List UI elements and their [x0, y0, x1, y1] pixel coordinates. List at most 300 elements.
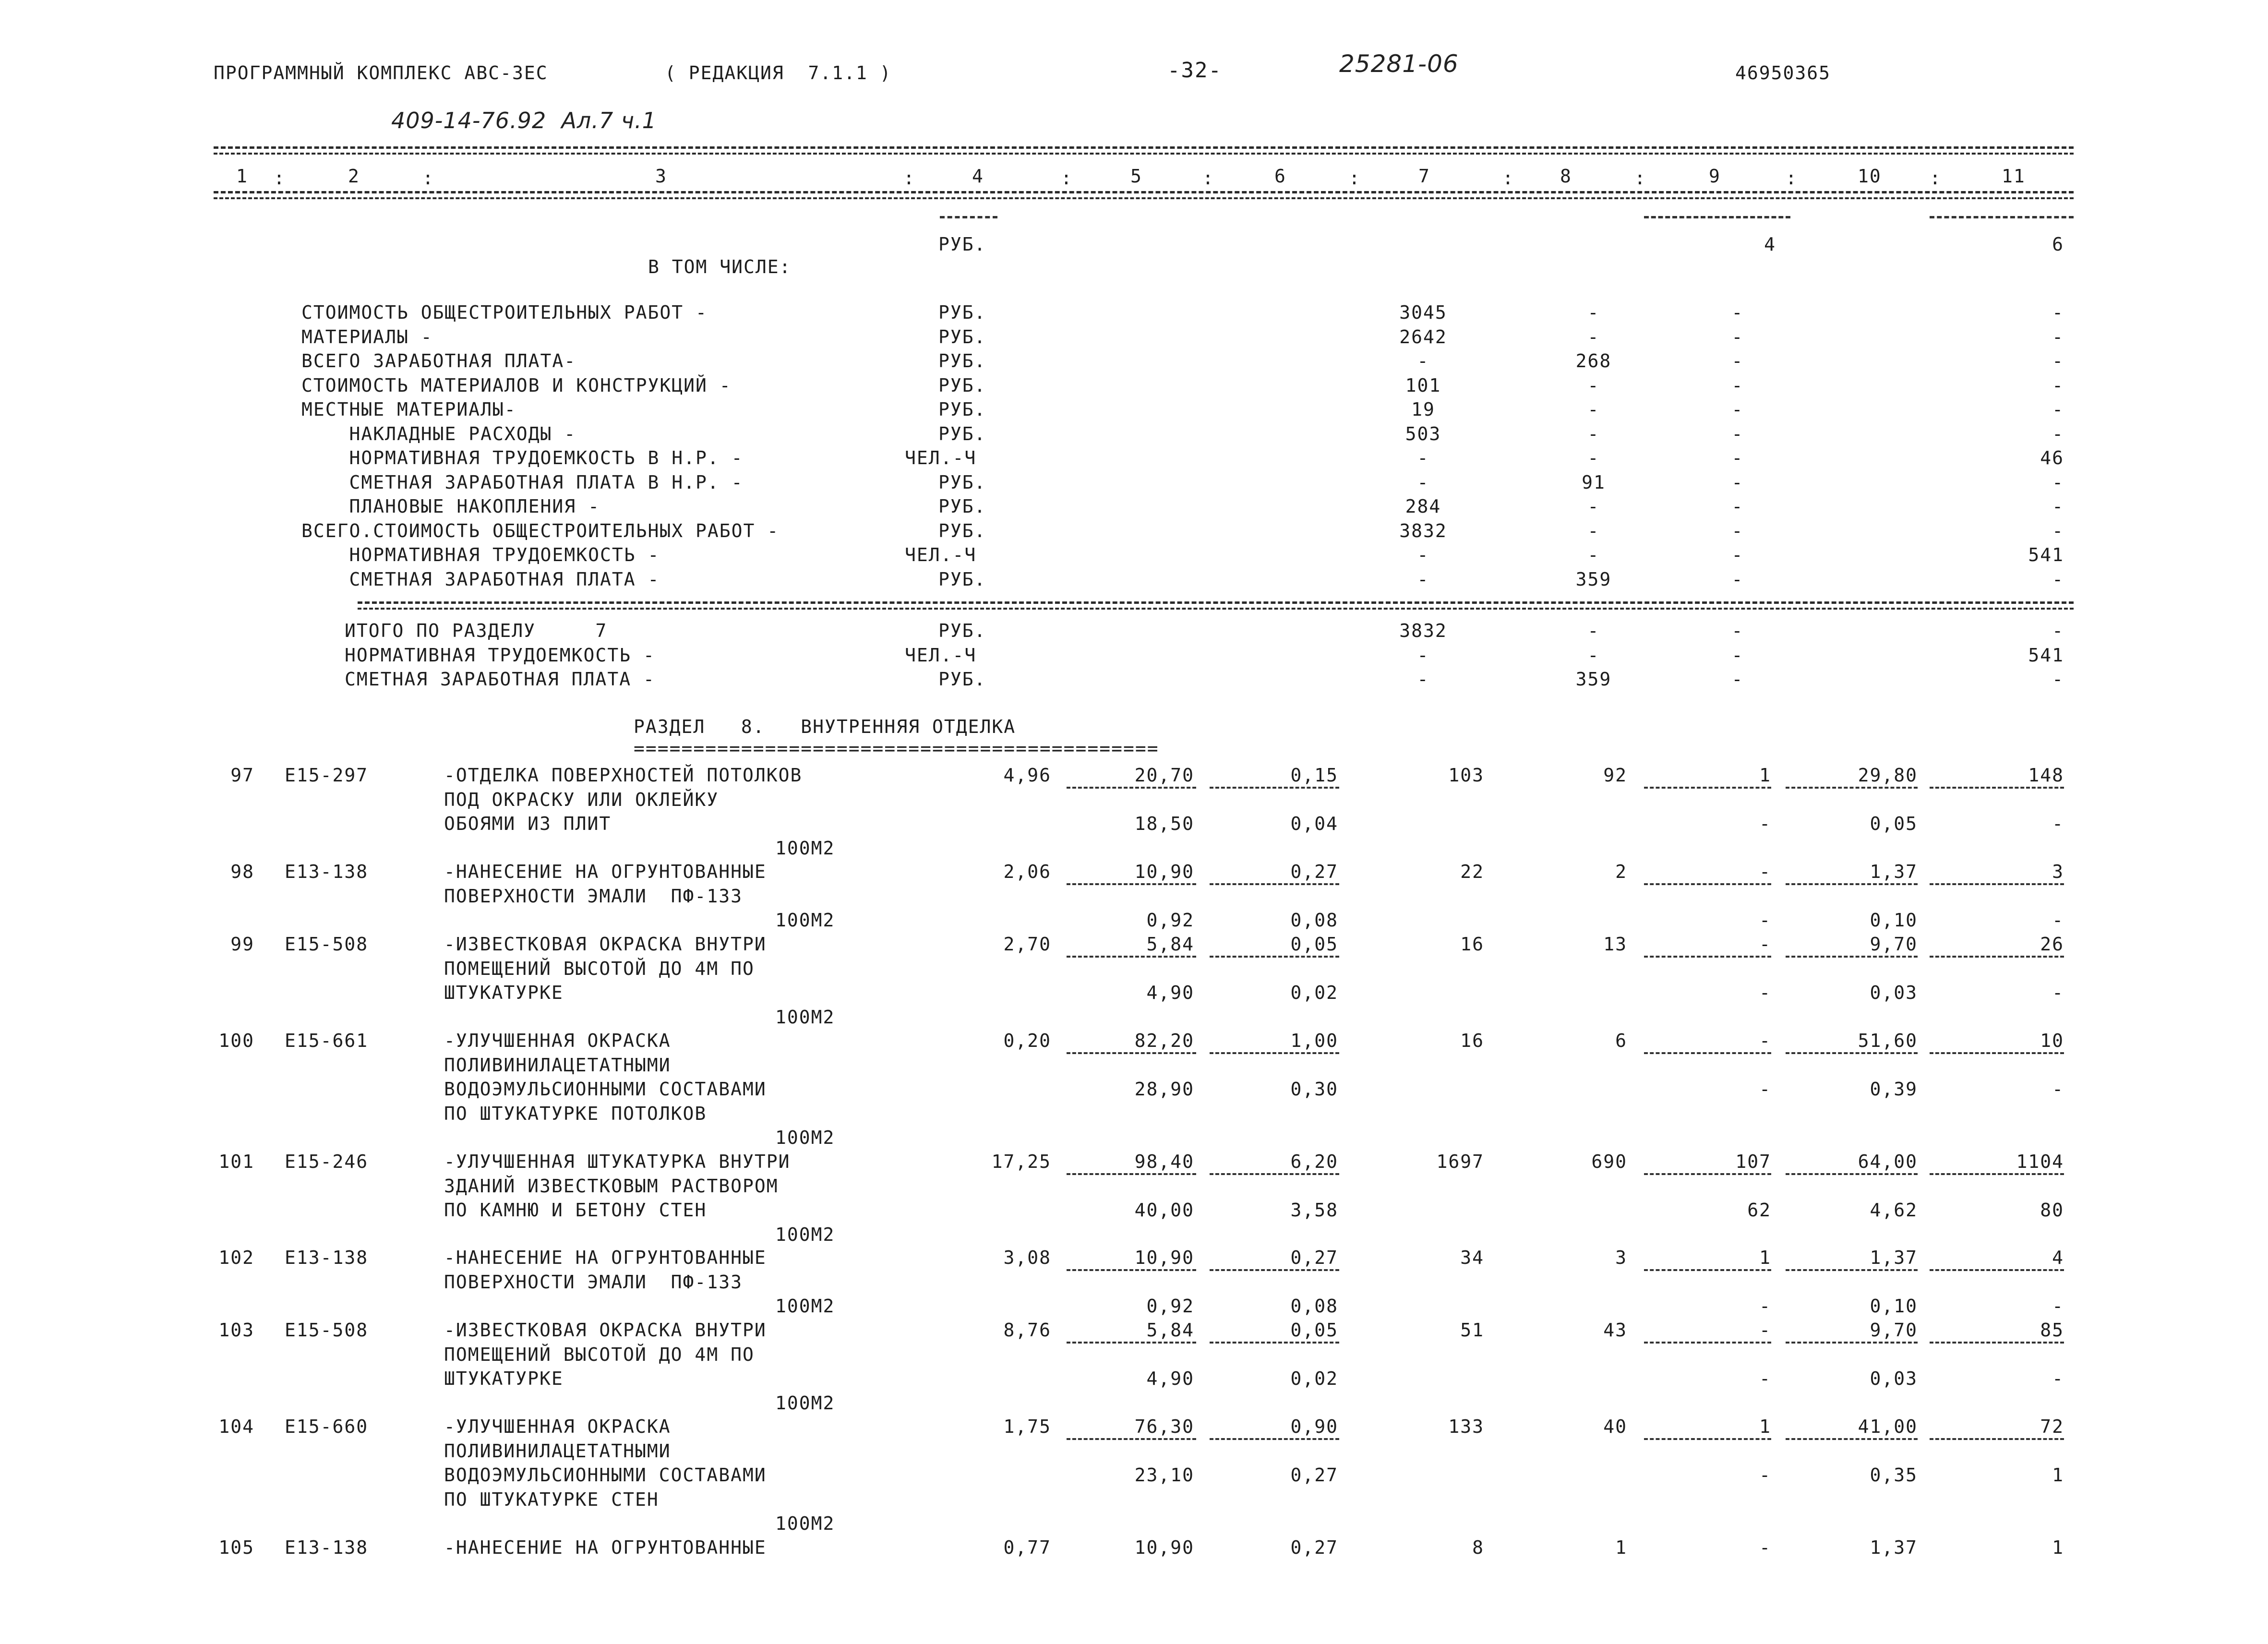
- dash-mark: [940, 216, 997, 218]
- item-c6: 1,00: [1290, 1030, 1338, 1051]
- dash-mark: [1644, 1269, 1771, 1271]
- summary-col8: -: [1587, 496, 1600, 517]
- summary-col7: -: [1417, 568, 1429, 590]
- item-c9-secondary: -: [1759, 1368, 1771, 1389]
- item-c9-secondary: 62: [1747, 1200, 1771, 1221]
- item-c5: 76,30: [1134, 1416, 1194, 1437]
- column-separator: :: [1930, 168, 1942, 189]
- item-number: 101: [218, 1151, 254, 1172]
- summary-label: МАТЕРИАЛЫ -: [301, 326, 433, 348]
- item-c11-secondary: 1: [2052, 1464, 2064, 1486]
- including-label: В ТОМ ЧИСЛЕ:: [648, 256, 792, 277]
- item-code: Е13-138: [285, 1247, 369, 1268]
- item-description: -НАНЕСЕНИЕ НА ОГРУНТОВАННЫЕ: [444, 861, 767, 882]
- item-c6: 0,05: [1290, 934, 1338, 955]
- item-description: ПОД ОКРАСКУ ИЛИ ОКЛЕЙКУ: [444, 789, 719, 810]
- summary-col9: -: [1731, 520, 1744, 541]
- summary-unit: РУБ.: [938, 374, 986, 396]
- item-c5-secondary: 40,00: [1134, 1200, 1194, 1221]
- summary-col8: 359: [1575, 568, 1612, 590]
- dash-mark: [1644, 1173, 1771, 1175]
- summary-unit: РУБ.: [938, 326, 986, 348]
- total-col11: 541: [2028, 644, 2064, 666]
- item-description: ШТУКАТУРКЕ: [444, 1368, 564, 1389]
- item-c11-secondary: 80: [2040, 1200, 2064, 1221]
- item-c7: 8: [1472, 1537, 1484, 1558]
- section-title: РАЗДЕЛ 8. ВНУТРЕННЯЯ ОТДЕЛКА: [634, 716, 1016, 737]
- summary-col9: -: [1731, 374, 1744, 396]
- item-c6: 0,27: [1290, 861, 1338, 882]
- dash-mark: [1644, 787, 1771, 789]
- item-code: Е13-138: [285, 1537, 369, 1558]
- item-c6-secondary: 0,02: [1290, 1368, 1338, 1389]
- total-col9: -: [1731, 669, 1744, 690]
- summary-top-col9: 4: [1764, 234, 1776, 255]
- summary-top-unit: РУБ.: [938, 234, 986, 255]
- dash-mark: [1930, 216, 2074, 218]
- summary-col9: -: [1731, 447, 1744, 468]
- item-number: 102: [218, 1247, 254, 1268]
- header-bottom-rule: [214, 191, 2074, 193]
- summary-col7: -: [1417, 350, 1429, 372]
- item-c9: -: [1759, 934, 1771, 955]
- item-c10-secondary: 0,10: [1870, 1296, 1918, 1317]
- item-c10-secondary: 0,03: [1870, 1368, 1918, 1389]
- item-c11: 1104: [2016, 1151, 2064, 1172]
- item-c7: 51: [1460, 1320, 1484, 1341]
- summary-col11: 541: [2028, 544, 2064, 565]
- item-c7: 16: [1460, 1030, 1484, 1051]
- item-c6-secondary: 0,27: [1290, 1464, 1338, 1486]
- item-c6: 0,90: [1290, 1416, 1338, 1437]
- item-c5: 98,40: [1134, 1151, 1194, 1172]
- item-c11: 4: [2052, 1247, 2064, 1268]
- dash-mark: [1930, 1342, 2064, 1344]
- summary-col8: -: [1587, 447, 1600, 468]
- item-c7: 16: [1460, 934, 1484, 955]
- column-separator: :: [274, 168, 286, 189]
- header-top-rule: [214, 146, 2074, 149]
- summary-unit: ЧЕЛ.-Ч: [905, 544, 977, 565]
- summary-col9: -: [1731, 350, 1744, 372]
- item-description: -ОТДЕЛКА ПОВЕРХНОСТЕЙ ПОТОЛКОВ: [444, 765, 803, 786]
- item-number: 104: [218, 1416, 254, 1437]
- document-number: 46950365: [1735, 62, 1831, 84]
- item-c5: 10,90: [1134, 1537, 1194, 1558]
- item-number: 97: [230, 765, 254, 786]
- summary-label: НОРМАТИВНАЯ ТРУДОЕМКОСТЬ В Н.Р. -: [301, 447, 744, 468]
- item-quantity: 0,77: [1003, 1537, 1051, 1558]
- summary-unit: ЧЕЛ.-Ч: [905, 447, 977, 468]
- dash-mark: [1930, 787, 2064, 789]
- dash-mark: [1067, 883, 1196, 885]
- item-c6-secondary: 0,30: [1290, 1079, 1338, 1100]
- column-header-10: 10: [1858, 166, 1882, 187]
- item-c10: 41,00: [1858, 1416, 1918, 1437]
- item-code: Е13-138: [285, 861, 369, 882]
- summary-label: СМЕТНАЯ ЗАРАБОТНАЯ ПЛАТА -: [301, 568, 660, 590]
- dash-mark: [1210, 1342, 1339, 1344]
- item-description: -НАНЕСЕНИЕ НА ОГРУНТОВАННЫЕ: [444, 1537, 767, 1558]
- dash-mark: [1210, 1052, 1339, 1054]
- dash-mark: [1067, 1173, 1196, 1175]
- summary-col9: -: [1731, 326, 1744, 348]
- dash-mark: [1067, 787, 1196, 789]
- column-header-7: 7: [1418, 166, 1430, 187]
- total-unit: ЧЕЛ.-Ч: [905, 644, 977, 666]
- item-c9: -: [1759, 1537, 1771, 1558]
- summary-col11: -: [2052, 423, 2064, 444]
- item-c9-secondary: -: [1759, 1079, 1771, 1100]
- summary-col11: -: [2052, 471, 2064, 493]
- summary-label: СТОИМОСТЬ ОБЩЕСТРОИТЕЛЬНЫХ РАБОТ -: [301, 302, 708, 323]
- item-quantity: 17,25: [991, 1151, 1051, 1172]
- total-label: ИТОГО ПО РАЗДЕЛУ 7: [345, 620, 608, 641]
- item-c8: 690: [1591, 1151, 1627, 1172]
- summary-unit: РУБ.: [938, 350, 986, 372]
- item-c11: 3: [2052, 861, 2064, 882]
- item-c8: 92: [1603, 765, 1627, 786]
- summary-col11: -: [2052, 326, 2064, 348]
- column-separator: :: [1061, 168, 1073, 189]
- item-unit: 100М2: [775, 1006, 835, 1028]
- item-c6: 0,27: [1290, 1247, 1338, 1268]
- summary-top-col11: 6: [2052, 234, 2064, 255]
- item-c9: -: [1759, 1030, 1771, 1051]
- column-header-11: 11: [2002, 166, 2026, 187]
- dash-mark: [1067, 1342, 1196, 1344]
- item-c10: 9,70: [1870, 934, 1918, 955]
- dash-mark: [1930, 1173, 2064, 1175]
- item-c5-secondary: 4,90: [1146, 1368, 1194, 1389]
- item-code: Е15-508: [285, 934, 369, 955]
- dash-mark: [1210, 1173, 1339, 1175]
- item-c6-secondary: 0,08: [1290, 910, 1338, 931]
- item-c8: 43: [1603, 1320, 1627, 1341]
- item-quantity: 2,06: [1003, 861, 1051, 882]
- item-number: 103: [218, 1320, 254, 1341]
- column-separator: :: [1202, 168, 1214, 189]
- dash-mark: [1644, 216, 1790, 218]
- summary-col9: -: [1731, 544, 1744, 565]
- total-col9: -: [1731, 620, 1744, 641]
- item-c11: 148: [2028, 765, 2064, 786]
- summary-label: ВСЕГО ЗАРАБОТНАЯ ПЛАТА-: [301, 350, 576, 372]
- item-number: 99: [230, 934, 254, 955]
- handwritten-project-code: 409-14-76.92 Ал.7 ч.1: [391, 108, 657, 133]
- item-quantity: 1,75: [1003, 1416, 1051, 1437]
- total-separator-rule-2: [358, 608, 2074, 610]
- item-c5-secondary: 0,92: [1146, 1296, 1194, 1317]
- dash-mark: [1786, 787, 1918, 789]
- dash-mark: [1210, 1438, 1339, 1440]
- summary-label: НАКЛАДНЫЕ РАСХОДЫ -: [301, 423, 576, 444]
- item-c6: 0,27: [1290, 1537, 1338, 1558]
- column-separator: :: [1634, 168, 1646, 189]
- summary-col11: -: [2052, 520, 2064, 541]
- item-c6: 0,15: [1290, 765, 1338, 786]
- item-c8: 3: [1615, 1247, 1627, 1268]
- summary-col11: 46: [2040, 447, 2064, 468]
- dash-mark: [1786, 883, 1918, 885]
- item-c9: 1: [1759, 1247, 1771, 1268]
- item-c8: 40: [1603, 1416, 1627, 1437]
- column-header-6: 6: [1274, 166, 1286, 187]
- page-number: -32-: [1167, 58, 1222, 83]
- item-c9: 1: [1759, 1416, 1771, 1437]
- summary-col8: 91: [1582, 471, 1606, 493]
- item-quantity: 8,76: [1003, 1320, 1051, 1341]
- item-c5-secondary: 23,10: [1134, 1464, 1194, 1486]
- column-separator: :: [1502, 168, 1514, 189]
- item-c10-secondary: 4,62: [1870, 1200, 1918, 1221]
- dash-mark: [1644, 956, 1771, 958]
- summary-label: ПЛАНОВЫЕ НАКОПЛЕНИЯ -: [301, 496, 600, 517]
- item-description: ПОВЕРХНОСТИ ЭМАЛИ ПФ-133: [444, 1271, 743, 1293]
- summary-col9: -: [1731, 568, 1744, 590]
- summary-col7: 284: [1405, 496, 1441, 517]
- dash-mark: [1786, 1342, 1918, 1344]
- dash-mark: [1644, 1052, 1771, 1054]
- item-c10: 64,00: [1858, 1151, 1918, 1172]
- dash-mark: [1786, 956, 1918, 958]
- summary-unit: РУБ.: [938, 302, 986, 323]
- item-c9: -: [1759, 1320, 1771, 1341]
- total-label: НОРМАТИВНАЯ ТРУДОЕМКОСТЬ -: [345, 644, 655, 666]
- total-col7: 3832: [1399, 620, 1447, 641]
- total-col8: 359: [1575, 669, 1612, 690]
- summary-col11: -: [2052, 302, 2064, 323]
- item-c5-secondary: 28,90: [1134, 1079, 1194, 1100]
- item-description: ОБОЯМИ ИЗ ПЛИТ: [444, 813, 612, 834]
- edition-label: ( РЕДАКЦИЯ 7.1.1 ): [665, 62, 892, 84]
- item-c6-secondary: 0,04: [1290, 813, 1338, 834]
- item-description: -ИЗВЕСТКОВАЯ ОКРАСКА ВНУТРИ: [444, 1320, 767, 1341]
- item-description: -УЛУЧШЕННАЯ ОКРАСКА: [444, 1030, 671, 1051]
- summary-unit: РУБ.: [938, 568, 986, 590]
- item-quantity: 3,08: [1003, 1247, 1051, 1268]
- item-c8: 6: [1615, 1030, 1627, 1051]
- item-c11: 10: [2040, 1030, 2064, 1051]
- total-col7: -: [1417, 644, 1429, 666]
- dash-mark: [1786, 1269, 1918, 1271]
- total-separator-rule: [358, 601, 2074, 604]
- item-code: Е15-661: [285, 1030, 369, 1051]
- section-underline: ============================================: [634, 738, 1159, 759]
- summary-col11: -: [2052, 374, 2064, 396]
- item-number: 98: [230, 861, 254, 882]
- item-c9: 107: [1735, 1151, 1771, 1172]
- item-c7: 133: [1448, 1416, 1484, 1437]
- item-unit: 100М2: [775, 837, 835, 859]
- summary-label: МЕСТНЫЕ МАТЕРИАЛЫ-: [301, 399, 516, 420]
- summary-col8: -: [1587, 374, 1600, 396]
- summary-col7: 101: [1405, 374, 1441, 396]
- item-description: ВОДОЭМУЛЬСИОННЫМИ СОСТАВАМИ: [444, 1464, 767, 1486]
- summary-col7: -: [1417, 544, 1429, 565]
- item-c11: 26: [2040, 934, 2064, 955]
- summary-label: СМЕТНАЯ ЗАРАБОТНАЯ ПЛАТА В Н.Р. -: [301, 471, 744, 493]
- item-description: ПОМЕЩЕНИЙ ВЫСОТОЙ ДО 4М ПО: [444, 958, 755, 979]
- item-quantity: 0,20: [1003, 1030, 1051, 1051]
- summary-col8: -: [1587, 423, 1600, 444]
- dash-mark: [1786, 1438, 1918, 1440]
- summary-col9: -: [1731, 471, 1744, 493]
- column-header-9: 9: [1709, 166, 1721, 187]
- summary-col7: 3832: [1399, 520, 1447, 541]
- summary-col11: -: [2052, 399, 2064, 420]
- dash-mark: [1930, 1052, 2064, 1054]
- summary-unit: РУБ.: [938, 520, 986, 541]
- item-c10-secondary: 0,39: [1870, 1079, 1918, 1100]
- dash-mark: [1644, 883, 1771, 885]
- summary-col7: -: [1417, 447, 1429, 468]
- item-c5: 10,90: [1134, 1247, 1194, 1268]
- item-c10: 51,60: [1858, 1030, 1918, 1051]
- item-c11-secondary: -: [2052, 1079, 2064, 1100]
- summary-col11: -: [2052, 568, 2064, 590]
- column-separator: :: [903, 168, 915, 189]
- summary-col8: -: [1587, 326, 1600, 348]
- item-unit: 100М2: [775, 1392, 835, 1414]
- item-c10: 1,37: [1870, 861, 1918, 882]
- item-unit: 100М2: [775, 1127, 835, 1148]
- dash-mark: [1644, 1342, 1771, 1344]
- summary-label: СТОИМОСТЬ МАТЕРИАЛОВ И КОНСТРУКЦИЙ -: [301, 374, 732, 396]
- dash-mark: [1786, 1052, 1918, 1054]
- summary-col11: -: [2052, 350, 2064, 372]
- summary-col8: 268: [1575, 350, 1612, 372]
- item-c11-secondary: -: [2052, 982, 2064, 1003]
- header-top-rule-2: [214, 153, 2074, 155]
- total-col8: -: [1587, 644, 1600, 666]
- summary-unit: РУБ.: [938, 423, 986, 444]
- item-c10-secondary: 0,05: [1870, 813, 1918, 834]
- total-col9: -: [1731, 644, 1744, 666]
- summary-col7: 2642: [1399, 326, 1447, 348]
- item-description: -УЛУЧШЕННАЯ ОКРАСКА: [444, 1416, 671, 1437]
- item-c9-secondary: -: [1759, 982, 1771, 1003]
- dash-mark: [1786, 1173, 1918, 1175]
- item-c9: -: [1759, 861, 1771, 882]
- summary-col8: -: [1587, 544, 1600, 565]
- item-c5-secondary: 18,50: [1134, 813, 1194, 834]
- summary-col9: -: [1731, 423, 1744, 444]
- dash-mark: [1210, 1269, 1339, 1271]
- item-c9: 1: [1759, 765, 1771, 786]
- total-unit: РУБ.: [938, 620, 986, 641]
- item-c10: 1,37: [1870, 1247, 1918, 1268]
- column-header-4: 4: [972, 166, 984, 187]
- item-c7: 22: [1460, 861, 1484, 882]
- item-c11-secondary: -: [2052, 910, 2064, 931]
- item-description: -НАНЕСЕНИЕ НА ОГРУНТОВАННЫЕ: [444, 1247, 767, 1268]
- column-separator: :: [422, 168, 434, 189]
- header-bottom-rule-2: [214, 197, 2074, 199]
- item-c7: 34: [1460, 1247, 1484, 1268]
- item-c10-secondary: 0,35: [1870, 1464, 1918, 1486]
- summary-col8: -: [1587, 302, 1600, 323]
- item-unit: 100М2: [775, 1513, 835, 1534]
- summary-unit: РУБ.: [938, 471, 986, 493]
- item-c10: 1,37: [1870, 1537, 1918, 1558]
- summary-col9: -: [1731, 399, 1744, 420]
- dash-mark: [1930, 956, 2064, 958]
- total-col8: -: [1587, 620, 1600, 641]
- column-header-2: 2: [348, 166, 360, 187]
- item-code: Е15-660: [285, 1416, 369, 1437]
- item-unit: 100М2: [775, 910, 835, 931]
- column-header-3: 3: [655, 166, 667, 187]
- item-quantity: 4,96: [1003, 765, 1051, 786]
- column-header-1: 1: [236, 166, 248, 187]
- total-col11: -: [2052, 620, 2064, 641]
- summary-label: НОРМАТИВНАЯ ТРУДОЕМКОСТЬ -: [301, 544, 660, 565]
- item-c8: 2: [1615, 861, 1627, 882]
- item-c10: 9,70: [1870, 1320, 1918, 1341]
- summary-col9: -: [1731, 302, 1744, 323]
- item-c10-secondary: 0,03: [1870, 982, 1918, 1003]
- item-c9-secondary: -: [1759, 813, 1771, 834]
- summary-col7: 503: [1405, 423, 1441, 444]
- item-description: ШТУКАТУРКЕ: [444, 982, 564, 1003]
- item-description: ПОМЕЩЕНИЙ ВЫСОТОЙ ДО 4М ПО: [444, 1344, 755, 1365]
- item-c11: 1: [2052, 1537, 2064, 1558]
- item-c9-secondary: -: [1759, 1464, 1771, 1486]
- item-c11-secondary: -: [2052, 1368, 2064, 1389]
- total-col11: -: [2052, 669, 2064, 690]
- dash-mark: [1210, 883, 1339, 885]
- summary-col7: 19: [1411, 399, 1435, 420]
- summary-col8: -: [1587, 520, 1600, 541]
- item-c8: 1: [1615, 1537, 1627, 1558]
- item-description: ПОВЕРХНОСТИ ЭМАЛИ ПФ-133: [444, 885, 743, 907]
- item-c5-secondary: 0,92: [1146, 910, 1194, 931]
- item-c5: 10,90: [1134, 861, 1194, 882]
- dash-mark: [1067, 1438, 1196, 1440]
- item-c10-secondary: 0,10: [1870, 910, 1918, 931]
- total-unit: РУБ.: [938, 669, 986, 690]
- item-description: ПОЛИВИНИЛАЦЕТАТНЫМИ: [444, 1440, 671, 1462]
- item-quantity: 2,70: [1003, 934, 1051, 955]
- item-c5-secondary: 4,90: [1146, 982, 1194, 1003]
- dash-mark: [1067, 956, 1196, 958]
- dash-mark: [1210, 787, 1339, 789]
- dash-mark: [1930, 883, 2064, 885]
- item-description: ПОЛИВИНИЛАЦЕТАТНЫМИ: [444, 1054, 671, 1076]
- column-header-8: 8: [1560, 166, 1572, 187]
- program-title: ПРОГРАММНЫЙ КОМПЛЕКС АВС-3ЕС: [214, 62, 548, 84]
- item-c11: 85: [2040, 1320, 2064, 1341]
- total-label: СМЕТНАЯ ЗАРАБОТНАЯ ПЛАТА -: [345, 669, 655, 690]
- item-c11-secondary: -: [2052, 813, 2064, 834]
- dash-mark: [1930, 1438, 2064, 1440]
- summary-col11: -: [2052, 496, 2064, 517]
- item-c11-secondary: -: [2052, 1296, 2064, 1317]
- item-code: Е15-297: [285, 765, 369, 786]
- total-col7: -: [1417, 669, 1429, 690]
- column-separator: :: [1786, 168, 1798, 189]
- item-description: ПО КАМНЮ И БЕТОНУ СТЕН: [444, 1200, 707, 1221]
- item-description: -УЛУЧШЕННАЯ ШТУКАТУРКА ВНУТРИ: [444, 1151, 791, 1172]
- item-description: ПО ШТУКАТУРКЕ СТЕН: [444, 1488, 659, 1510]
- dash-mark: [1930, 1269, 2064, 1271]
- item-code: Е15-246: [285, 1151, 369, 1172]
- item-c9-secondary: -: [1759, 1296, 1771, 1317]
- column-header-5: 5: [1130, 166, 1142, 187]
- item-c7: 1697: [1436, 1151, 1484, 1172]
- summary-unit: РУБ.: [938, 496, 986, 517]
